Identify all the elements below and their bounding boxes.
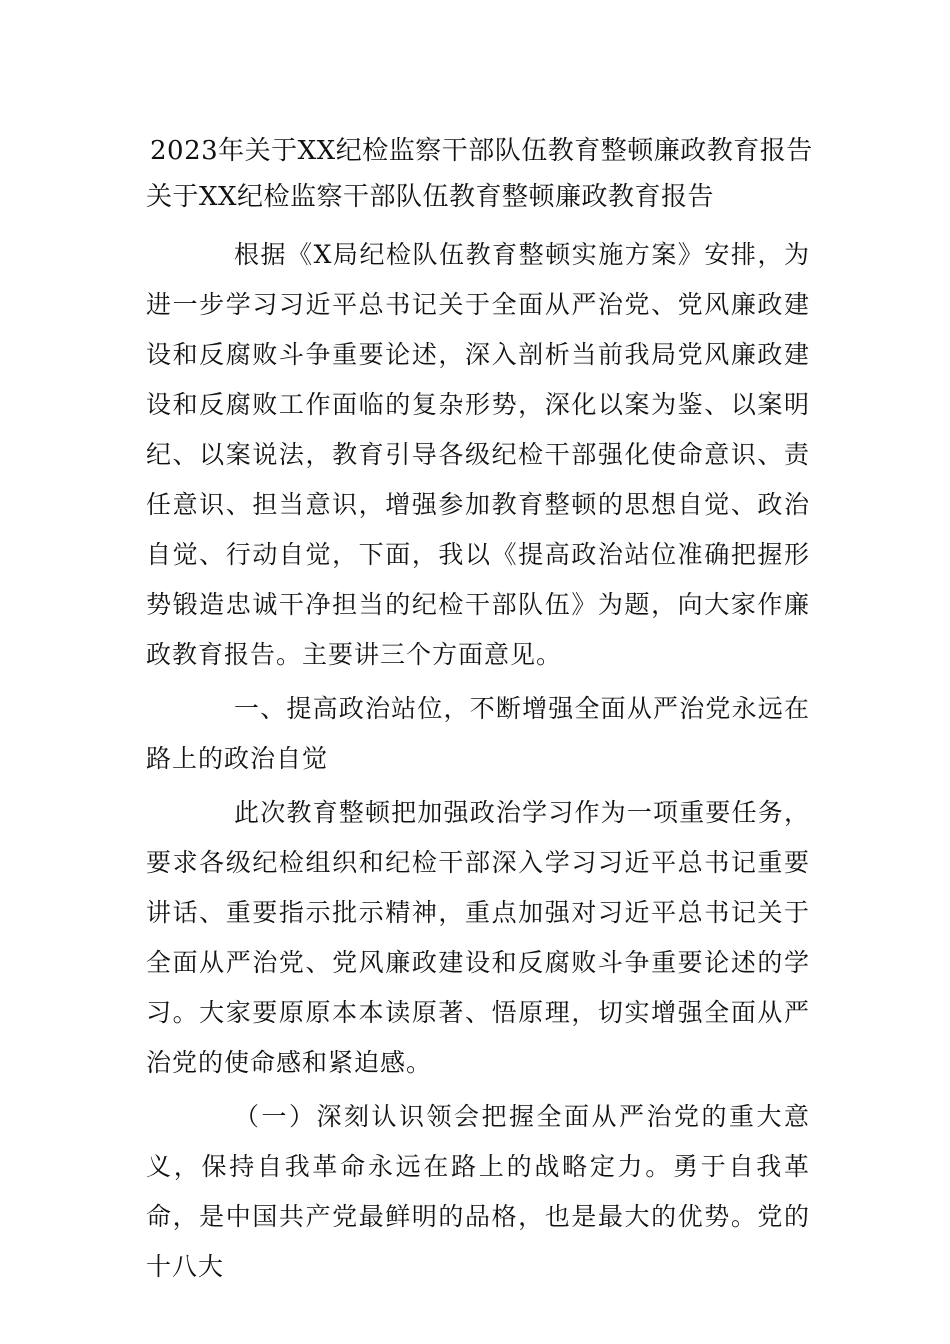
paragraph-subsection-one: （一）深刻认识领会把握全面从严治党的重大意义，保持自我革命永远在路上的战略定力。勇于自我革命，是中国共产党最鲜明的品格，也是最大的优势。党的十八大 (146, 1102, 810, 1281)
document-subtitle: 关于XX纪检监察干部队伍教育整顿廉政教育报告 (146, 182, 715, 212)
document-title: 2023年关于XX纪检监察干部队伍教育整顿廉政教育报告 (150, 136, 813, 166)
paragraph-study: 此次教育整顿把加强政治学习作为一项重要任务，要求各级纪检组织和纪检干部深入学习习近平总书记重要讲话、重要指示批示精神，重点加强对习近平总书记关于全面从严治党、党风廉政建设和反腐败斗争重要论述的学习。大家要原原本本读原著、悟原理，切实增强全面从严治党的使命感和紧迫感。 (146, 798, 810, 1077)
section-heading-one: 一、提高政治站位，不断增强全面从严治党永远在路上的政治自觉 (146, 694, 810, 773)
paragraph-intro: 根据《X局纪检队伍教育整顿实施方案》安排，为进一步学习习近平总书记关于全面从严治党、党风廉政建设和反腐败斗争重要论述，深入剖析当前我局党风廉政建设和反腐败工作面临的复杂形势，深化以案为鉴、以案明纪、以案说法，教育引导各级纪检干部强化使命意识、责任意识、担当意识，增强参加教育整顿的思想自觉、政治自觉、行动自觉，下面，我以《提高政治站位准确把握形势锻造忠诚干净担当的纪检干部队伍》为题，向大家作廉政教育报告。主要讲三个方面意见。 (146, 240, 810, 669)
document-body (146, 128, 813, 1292)
